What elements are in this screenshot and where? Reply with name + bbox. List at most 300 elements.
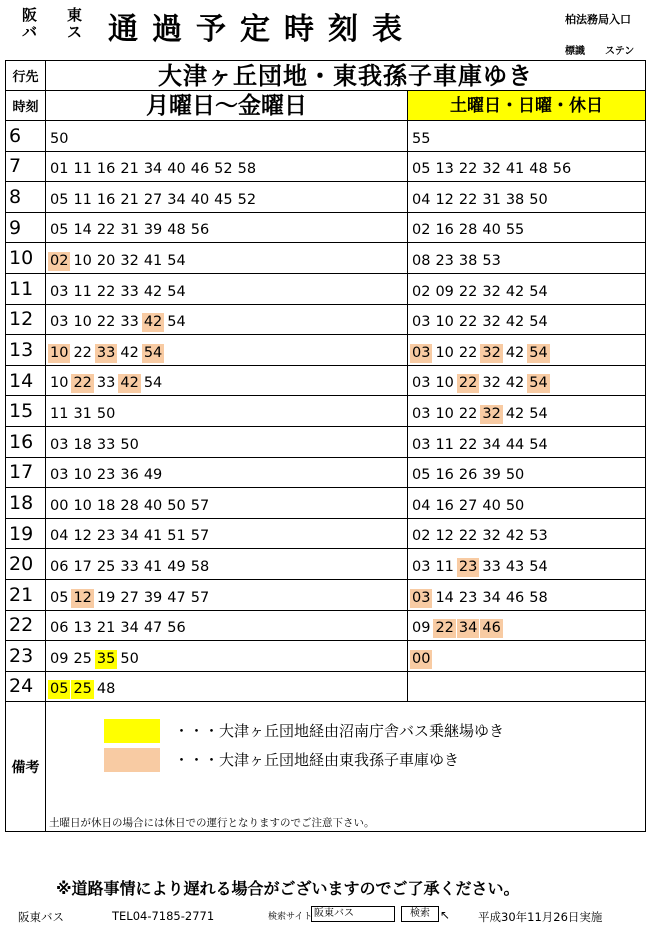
departure-minute: 22 [73,344,92,361]
departure-minute: 50 [96,405,116,422]
timetable-row [6,641,646,672]
search-input[interactable]: 阪東バス [311,906,395,922]
hour-cell: 14 [6,365,46,396]
weekend-minutes-cell [408,396,646,427]
departure-minute: 03 [412,344,431,361]
delay-warning: ※道路事情により遅れる場合がございますのでご了承ください。 [56,879,520,898]
departure-minute: 50 [505,467,525,484]
departure-minute: 33 [120,314,139,331]
company-logo-bottom [22,24,82,40]
departure-minute: 58 [529,589,548,606]
departure-minute: 20 [96,252,116,269]
yellow-legend-swatch [104,719,160,743]
departure-minute: 09 [412,620,431,637]
departure-minute: 49 [143,467,163,484]
departure-minute: 58 [237,161,257,178]
departure-minute: 47 [143,620,163,637]
departure-minute: 33 [482,558,501,575]
departure-minute: 40 [482,497,501,514]
weekday-minutes-cell [46,121,408,152]
departure-minute: 03 [412,314,431,331]
departure-minute: 43 [505,558,525,575]
departure-minute: 05 [412,467,431,484]
departure-minute: 22 [458,405,478,422]
departure-minute: 31 [73,405,92,422]
departure-minute: 03 [50,283,69,300]
hour-cell: 6 [6,121,46,152]
departure-minute: 03 [412,375,431,392]
weekday-minutes-cell [46,549,408,580]
departure-minute: 22 [73,375,92,392]
departure-minute: 54 [167,252,186,269]
departure-minute: 49 [167,558,186,575]
weekday-minutes-cell [46,671,408,702]
departure-minute: 28 [120,497,139,514]
departure-minute: 18 [96,497,116,514]
departure-minute: 14 [73,222,92,239]
weekday-minutes-cell [46,610,408,641]
weekend-minutes-cell [408,610,646,641]
hour-cell: 23 [6,641,46,672]
departure-minute: 10 [435,405,454,422]
departure-minute: 28 [458,222,478,239]
departure-minute: 22 [458,375,478,392]
weekday-minutes-cell [46,273,408,304]
departure-minute: 41 [505,161,525,178]
departure-minute: 12 [73,589,92,606]
timetable-row [6,273,646,304]
departure-minute: 32 [482,283,501,300]
hour-cell: 15 [6,396,46,427]
departure-minute: 50 [120,650,139,667]
timetable-row [6,335,646,366]
departure-minute: 48 [529,161,548,178]
departure-minute: 39 [143,222,163,239]
departure-minute: 55 [412,130,431,147]
departure-minute: 33 [96,375,116,392]
departure-minute: 32 [482,528,501,545]
weekday-minutes-cell [46,579,408,610]
notes-label: 備考 [6,702,46,832]
departure-minute: 22 [458,344,478,361]
departure-minute: 32 [482,344,501,361]
departure-minute: 42 [143,314,163,331]
weekend-minutes-cell [408,671,646,702]
departure-minute: 22 [458,161,478,178]
departure-minute: 53 [529,528,548,545]
departure-minute: 22 [458,528,478,545]
departure-minute: 38 [505,191,525,208]
timetable-row [6,671,646,702]
hour-cell: 12 [6,304,46,335]
departure-minute: 22 [96,314,116,331]
departure-minute: 11 [73,191,92,208]
search-button[interactable]: 検索 [401,906,439,922]
page-title: 通過予定時刻表 [108,12,416,47]
departure-minute: 03 [412,436,431,453]
hour-cell: 16 [6,426,46,457]
weekend-minutes-cell [408,579,646,610]
weekday-minutes-cell [46,396,408,427]
departure-minute: 44 [505,436,525,453]
weekend-minutes-cell [408,488,646,519]
departure-minute: 11 [50,405,69,422]
departure-minute: 42 [505,283,525,300]
hour-cell: 21 [6,579,46,610]
hour-cell: 13 [6,335,46,366]
weekend-minutes-cell [408,151,646,182]
hour-cell: 18 [6,488,46,519]
departure-minute: 22 [458,191,478,208]
departure-minute: 57 [190,528,210,545]
departure-minute: 09 [435,283,454,300]
timetable-row [6,304,646,335]
departure-minute: 11 [73,161,92,178]
departure-minute: 10 [435,314,454,331]
departure-minute: 48 [96,681,116,698]
orange-legend-text: ・・・大津ヶ丘団地経由東我孫子車庫ゆき [174,751,460,770]
departure-minute: 25 [73,650,92,667]
departure-minute: 45 [214,191,233,208]
departure-minute: 13 [73,620,92,637]
departure-minute: 10 [50,344,69,361]
departure-minute: 58 [190,558,210,575]
weekday-minutes-cell [46,457,408,488]
logo-char: ス [66,23,82,41]
departure-minute: 42 [505,405,525,422]
departure-minute: 50 [529,191,548,208]
departure-minute: 41 [143,252,163,269]
departure-minute: 54 [529,558,548,575]
departure-minute: 36 [120,467,139,484]
departure-minute: 46 [505,589,525,606]
weekday-minutes-cell [46,151,408,182]
departure-minute: 32 [482,161,501,178]
weekend-header: 土曜日・日曜・休日 [408,91,646,121]
hour-cell: 17 [6,457,46,488]
logo-char: バ [22,23,38,41]
stop-name: 柏法務局入口 [565,13,631,26]
departure-minute: 11 [73,283,92,300]
departure-minute: 52 [214,161,233,178]
logo-char: 阪 [22,6,38,24]
departure-minute: 03 [412,405,431,422]
sign-material: ステン [605,46,635,57]
footer-tel: TEL04-7185-2771 [112,909,215,923]
departure-minute: 47 [167,589,186,606]
departure-minute: 41 [143,528,163,545]
departure-minute: 05 [412,161,431,178]
departure-minute: 04 [50,528,69,545]
departure-minute: 00 [50,497,69,514]
departure-minute: 10 [435,344,454,361]
departure-minute: 16 [96,191,116,208]
departure-minute: 50 [167,497,186,514]
weekday-header: 月曜日～金曜日 [46,91,408,121]
departure-minute: 06 [50,558,69,575]
departure-minute: 48 [167,222,186,239]
departure-minute: 11 [435,436,454,453]
search-label: 検索サイト [268,912,313,922]
weekend-minutes-cell [408,243,646,274]
departure-minute: 02 [412,222,431,239]
departure-minute: 33 [96,436,116,453]
departure-minute: 57 [190,497,210,514]
departure-minute: 54 [143,344,163,361]
departure-minute: 40 [482,222,501,239]
departure-minute: 03 [50,467,69,484]
footer-company: 阪東バス [18,910,64,924]
weekday-minutes-cell [46,212,408,243]
departure-minute: 27 [143,191,163,208]
departure-minute: 52 [237,191,257,208]
departure-minute: 23 [435,252,454,269]
departure-minute: 05 [50,681,69,698]
holiday-note: 土曜日が休日の場合には休日での運行となりますのでご注意下さい。 [49,817,375,830]
orange-legend-swatch [104,748,160,772]
departure-minute: 16 [435,497,454,514]
departure-minute: 54 [143,375,163,392]
departure-minute: 31 [482,191,501,208]
departure-minute: 22 [458,283,478,300]
timetable-row [6,426,646,457]
departure-minute: 54 [529,344,548,361]
weekend-minutes-cell [408,304,646,335]
weekend-minutes-cell [408,182,646,213]
departure-minute: 34 [120,528,139,545]
sign-type: 標識 [565,46,585,57]
hour-cell: 24 [6,671,46,702]
weekend-minutes-cell [408,365,646,396]
timetable-row [6,182,646,213]
departure-minute: 22 [96,222,116,239]
departure-minute: 32 [482,375,501,392]
timetable-row [6,579,646,610]
departure-minute: 35 [96,650,116,667]
departure-minute: 46 [482,620,501,637]
weekend-minutes-cell [408,121,646,152]
departure-minute: 18 [73,436,92,453]
departure-minute: 50 [50,130,69,147]
weekday-minutes-cell [46,426,408,457]
departure-minute: 38 [458,252,478,269]
departure-minute: 10 [73,314,92,331]
weekday-minutes-cell [46,304,408,335]
logo-char: 東 [66,6,82,24]
timetable-row [6,457,646,488]
departure-minute: 16 [435,222,454,239]
departure-minute: 08 [412,252,431,269]
departure-minute: 54 [529,375,548,392]
weekday-minutes-cell [46,335,408,366]
hour-cell: 9 [6,212,46,243]
departure-minute: 10 [73,467,92,484]
departure-minute: 39 [143,589,163,606]
departure-minute: 27 [120,589,139,606]
departure-minute: 54 [529,283,548,300]
weekday-minutes-cell [46,365,408,396]
departure-minute: 02 [50,252,69,269]
departure-minute: 22 [458,436,478,453]
departure-minute: 40 [167,161,186,178]
departure-minute: 25 [73,681,92,698]
departure-minute: 21 [120,161,139,178]
weekend-minutes-cell [408,549,646,580]
departure-minute: 54 [167,283,186,300]
timetable-row [6,151,646,182]
weekday-minutes-cell [46,488,408,519]
departure-minute: 00 [412,650,431,667]
timetable-row [6,212,646,243]
hour-cell: 11 [6,273,46,304]
departure-minute: 04 [412,497,431,514]
departure-minute: 03 [50,436,69,453]
departure-minute: 05 [50,191,69,208]
departure-minute: 40 [143,497,163,514]
timetable-row [6,121,646,152]
weekend-minutes-cell [408,273,646,304]
departure-minute: 09 [50,650,69,667]
departure-minute: 23 [458,558,478,575]
departure-minute: 03 [412,589,431,606]
departure-minute: 01 [50,161,69,178]
departure-minute: 14 [435,589,454,606]
timetable-row [6,365,646,396]
departure-minute: 56 [167,620,186,637]
departure-minute: 50 [505,497,525,514]
hour-cell: 7 [6,151,46,182]
hour-cell: 20 [6,549,46,580]
departure-minute: 34 [482,436,501,453]
yellow-legend-text: ・・・大津ヶ丘団地経由沼南庁舎バス乗継場ゆき [174,722,505,741]
departure-minute: 21 [120,191,139,208]
departure-minute: 12 [435,528,454,545]
departure-minute: 33 [120,558,139,575]
departure-minute: 26 [458,467,478,484]
weekend-minutes-cell [408,518,646,549]
departure-minute: 10 [73,497,92,514]
timetable-row [6,518,646,549]
time-label: 時刻 [6,91,46,121]
weekend-minutes-cell [408,426,646,457]
departure-minute: 27 [458,497,478,514]
departure-minute: 16 [96,161,116,178]
departure-minute: 42 [120,375,139,392]
departure-minute: 40 [190,191,210,208]
departure-minute: 10 [73,252,92,269]
departure-minute: 11 [435,558,454,575]
departure-minute: 10 [50,375,69,392]
departure-minute: 23 [96,467,116,484]
departure-minute: 05 [50,589,69,606]
weekend-minutes-cell [408,212,646,243]
company-logo-top [22,7,82,23]
departure-minute: 17 [73,558,92,575]
departure-minute: 51 [167,528,186,545]
hour-cell: 19 [6,518,46,549]
departure-minute: 55 [505,222,525,239]
departure-minute: 02 [412,283,431,300]
weekday-minutes-cell [46,641,408,672]
weekend-minutes-cell [408,457,646,488]
departure-minute: 50 [120,436,139,453]
departure-minute: 06 [50,620,69,637]
departure-minute: 42 [143,283,163,300]
weekend-minutes-cell [408,641,646,672]
departure-minute: 54 [529,314,548,331]
hour-cell: 22 [6,610,46,641]
timetable [5,60,646,832]
departure-minute: 22 [96,283,116,300]
departure-minute: 42 [505,375,525,392]
departure-minute: 54 [529,405,548,422]
departure-minute: 46 [190,161,210,178]
departure-minute: 16 [435,467,454,484]
departure-minute: 42 [505,528,525,545]
departure-minute: 34 [120,620,139,637]
departure-minute: 02 [412,528,431,545]
departure-minute: 25 [96,558,116,575]
departure-minute: 05 [50,222,69,239]
destination-label: 行先 [6,61,46,91]
departure-minute: 04 [412,191,431,208]
departure-minute: 23 [458,589,478,606]
departure-minute: 56 [190,222,210,239]
departure-minute: 41 [143,558,163,575]
departure-minute: 19 [96,589,116,606]
departure-minute: 57 [190,589,210,606]
effective-date: 平成30年11月26日実施 [478,910,603,924]
departure-minute: 33 [96,344,116,361]
departure-minute: 33 [120,283,139,300]
departure-minute: 34 [167,191,186,208]
timetable-row [6,488,646,519]
departure-minute: 34 [143,161,163,178]
departure-minute: 12 [73,528,92,545]
departure-minute: 13 [435,161,454,178]
weekday-minutes-cell [46,182,408,213]
notes-cell [46,702,646,832]
timetable-row [6,610,646,641]
departure-minute: 23 [96,528,116,545]
timetable-row [6,549,646,580]
departure-minute: 34 [482,589,501,606]
departure-minute: 54 [167,314,186,331]
departure-minute: 39 [482,467,501,484]
departure-minute: 42 [505,314,525,331]
departure-minute: 31 [120,222,139,239]
departure-minute: 56 [552,161,572,178]
departure-minute: 34 [458,620,478,637]
departure-minute: 54 [529,436,548,453]
weekday-minutes-cell [46,243,408,274]
departure-minute: 21 [96,620,116,637]
departure-minute: 32 [120,252,139,269]
cursor-icon: ↖ [440,908,451,922]
departure-minute: 22 [435,620,454,637]
destination: 大津ヶ丘団地・東我孫子車庫ゆき [46,61,646,91]
departure-minute: 42 [505,344,525,361]
departure-minute: 10 [435,375,454,392]
departure-minute: 32 [482,405,501,422]
departure-minute: 42 [120,344,139,361]
hour-cell: 8 [6,182,46,213]
departure-minute: 22 [458,314,478,331]
hour-cell: 10 [6,243,46,274]
departure-minute: 12 [435,191,454,208]
timetable-row [6,243,646,274]
weekend-minutes-cell [408,335,646,366]
